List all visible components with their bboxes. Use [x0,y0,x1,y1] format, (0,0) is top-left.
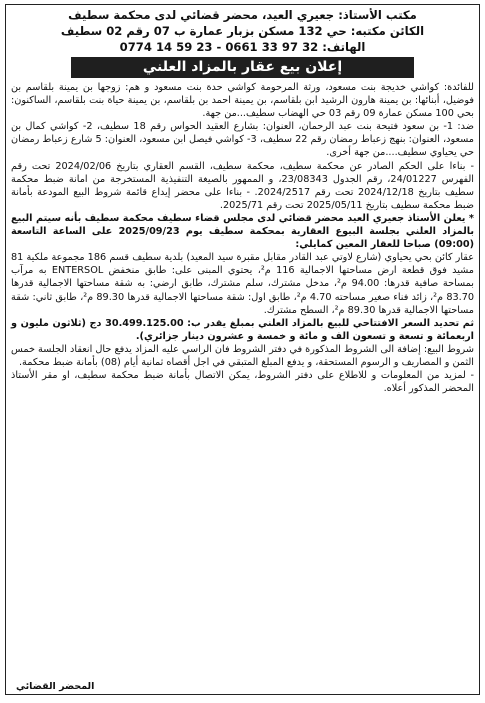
legal-notice [5,4,480,695]
office-phone: الهاتف: 32 97 33 0661 - 23 59 14 0774 [119,40,366,54]
bailiff-signature: المحضر القضائي [16,681,95,692]
auction-announcement-paragraph: * يعلن الأستاذ جعيري العيد محضر قضائي لدى مجلس قضاء سطيف محكمة سطيف بأنه سيتم البيع بالمزاد العلني بجلسة البيوع العقارية بمحكمة سطيف يوم 2025/09/23 على الساعة التاسعة (09:00) صباحا للعقار المعين كمايلي: [11,212,474,251]
beneficiary-paragraph: للفائدة: كواشي خديجة بنت مسعود، ورثة المرحومة كواشي حدة بنت مسعود و هم: زوجها بن يمينة بلقاسم بن فوضيل، أبنائها: بن يمينة هارون الرشيد ابن بلقاسم، بن يمينة احمد بن بلقاسم، بن يمينة حياة بنت بلقاسم، الساكنون: بحي 100 مسكن عمارة 09 رقم 03 حي الهضاب سطيف...من جهة. [11,82,474,120]
sale-conditions-paragraph: شروط البيع: إضافة الى الشروط المذكورة في دفتر الشروط فان الراسي عليه المزاد يدفع حال انعقاد الجلسة خمس الثمن و المصاريف و الرسوم المستحقة، و يدفع المبلغ المتبقي في اجل أقصاه ثمانية أيام (08) بأمانة ضبط محكمة. [11,343,474,368]
office-name: مكتب الأستاذ: جعيري العيد، محضر قضائي لدى محكمة سطيف [68,8,417,22]
defendants-paragraph: ضد: 1- بن سعود فتيحة بنت عبد الرحمان، العنوان: بشارع العقيد الحواس رقم 18 سطيف، 2- كواشي كمال بن مسعود، العنوان: بنهج زعباط رمضان رقم 22 سطيف، 3- كواشي فيصل ابن مسعود، العنوان: 5 شارع زعباط رمضان حي يحياوي سطيف....من جهة أخرى. [11,121,474,159]
information-paragraph: - لمزيد من المعلومات و للاطلاع على دفتر الشروط، يمكن الاتصال بأمانة ضبط محكمة سطيف، او مقر الأستاذ المحضر المذكور أعلاه. [11,370,474,395]
notice-title: إعلان بيع عقار بالمزاد العلني [71,57,414,78]
opening-price-paragraph: ثم تحديد السعر الافتتاحي للبيع بالمزاد العلني بمبلغ يقدر ب: 30.499.125.00 دج (ثلاثون مليون و اربعمائة و تسعة و تسعون الف و مائة و خمسة و عشرون دينار جزائري). [11,317,474,342]
property-description-paragraph: عقار كائن بحي يحياوي (شارع لاوتي عبد القادر مقابل مقبرة سيد المعيد) بلدية سطيف قسم 186 مجموعة ملكية 81 مشيد فوق قطعة ارض مساحتها الاجمالية 116 م²، يحتوي المبنى على: طابق منخفض ENTERSOL به مرآب بمساحة صافية قدرها: 94.00 م²، مدخل مشترك، سلم مشترك، طابق ارضي: به شقة مساحتها الاجمالية قدرها 83.70 م²، زائد فناء صغير مساحته 4.70 م²، طابق اول: شقة مساحتها الاجمالية قدرها 89.30 م²، طابق ثاني: شقة مساحتها الاجمالية قدرها 89.30 م²، السطح مشترك. [11,252,475,316]
office-header [11,7,474,55]
office-address: الكائن مكتبه: حي 132 مسكن بزبار عمارة ب 07 رقم 02 سطيف [60,24,425,38]
judgment-reference-paragraph: - بناءا على الحكم الصادر عن محكمة سطيف، محكمة سطيف، القسم العقاري بتاريخ 2024/02/06 تحت رقم الفهرس 24/01227، رقم الجدول 23/08343، و الممهور بالصيغة التنفيذية المستخرجة من امانة ضبط محكمة سطيف بتاريخ 2024/12/18 تحت رقم 2024/2517. - بناءا على محضر إيداع قائمة شروط البيع المودعة بأمانة ضبط محكمة سطيف بتاريخ 2025/05/11 تحت رقم 2025/71. [11,160,474,211]
notice-body [11,81,474,395]
